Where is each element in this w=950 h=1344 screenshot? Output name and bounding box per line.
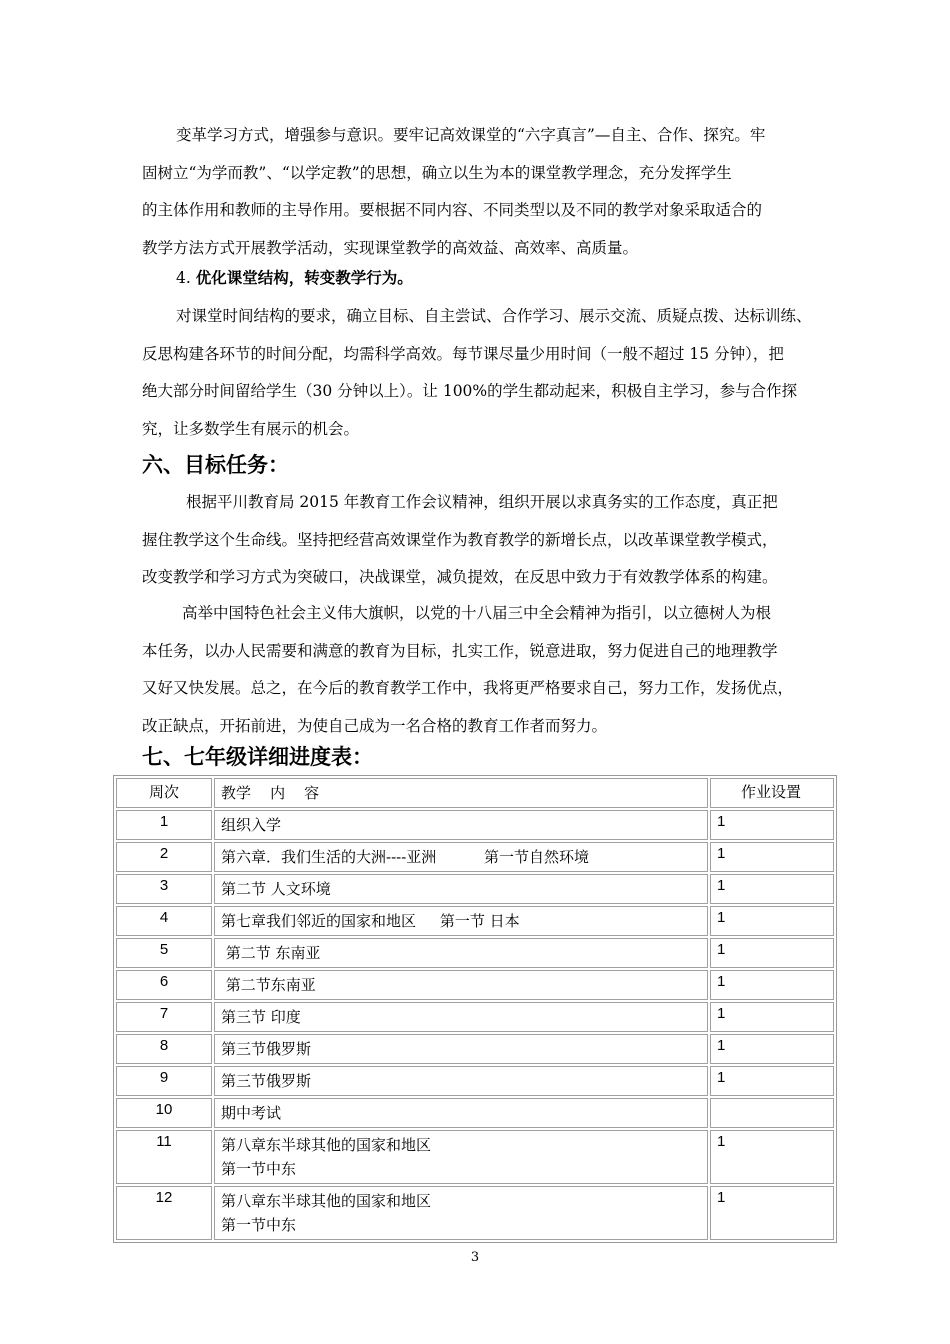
page-number: 3 [470,1250,480,1265]
paragraph-learning-methods: 变革学习方式，增强参与意识。要牢记高效课堂的“六字真言”—自主、合作、探究。牢 固树立“为学而教”、“以学定教”的思想，确立以生为本的课堂教学理念，充分发挥学生 的主体作用和教师的主导作用。要根据不同内容、不同类型以及不同的教学对象采取适合的 教学方法方式开展教学活动，实现课堂教学的高效益、高效率、高质量。 [142,126,766,257]
week-cell: 8 [116,1034,212,1064]
homework-cell: 1 [710,1066,834,1096]
content-line: 第八章东半球其他的国家和地区 [221,1192,432,1210]
header-content: 教学 内 容 [214,778,708,808]
week-cell: 6 [116,970,212,1000]
content-line: 第一节中东 [221,1160,297,1178]
content-line: 第二节东南亚 [221,976,316,994]
content-line: 第三节 印度 [221,1008,301,1026]
table-row [116,906,834,936]
content-cell [214,1034,708,1064]
content-line: 第二节 东南亚 [221,944,321,962]
homework-cell: 1 [710,842,834,872]
header-homework: 作业设置 [710,778,834,808]
content-cell [214,810,708,840]
table-row [116,1130,834,1184]
homework-cell: 1 [710,1002,834,1032]
heading-section7: 七、七年级详细进度表： [142,745,373,769]
content-cell [214,874,708,904]
heading-section6: 六、目标任务： [142,453,289,477]
week-cell: 4 [116,906,212,936]
homework-cell: 1 [710,1034,834,1064]
homework-cell: 1 [710,1186,834,1240]
content-line: 第六章．我们生活的大洲----亚洲 第一节自然环境 [221,848,589,866]
content-line: 第三节俄罗斯 [221,1040,312,1058]
table-row [116,810,834,840]
content-cell [214,1002,708,1032]
week-cell: 10 [116,1098,212,1128]
week-cell: 9 [116,1066,212,1096]
content-line: 第二节 人文环境 [221,880,331,898]
table-row [116,1066,834,1096]
table-row [116,1034,834,1064]
table-row [116,970,834,1000]
content-cell [214,970,708,1000]
content-cell [214,1098,708,1128]
content-cell [214,842,708,872]
content-cell [214,1066,708,1096]
table-row [116,1186,834,1240]
subheading-item4 [176,266,413,288]
header-week: 周次 [116,778,212,808]
homework-cell: 1 [710,938,834,968]
item4-number: 4. [176,269,191,287]
table-row [116,842,834,872]
content-cell [214,1130,708,1184]
week-cell: 5 [116,938,212,968]
week-cell: 7 [116,1002,212,1032]
table-row [116,938,834,968]
content-line: 组织入学 [221,816,282,834]
table-row [116,1002,834,1032]
homework-cell: 1 [710,810,834,840]
paragraph-goals-2: 高举中国特色社会主义伟大旗帜，以党的十八届三中全会精神为指引，以立德树人为根 本任务，以办人民需要和满意的教育为目标，扎实工作，锐意进取，努力促进自己的地理教学 又好又快发展。总之，在今后的教育教学工作中，我将更严格要求自己，努力工作，发扬优点， 改正缺点，开拓前进，为使自己成为一名合格的教育工作者而努力。 [142,604,794,735]
content-line: 第八章东半球其他的国家和地区 [221,1136,432,1154]
table-row [116,1098,834,1128]
table-row [116,874,834,904]
week-cell: 2 [116,842,212,872]
homework-cell: 1 [710,1130,834,1184]
content-cell [214,1186,708,1240]
homework-cell [710,1098,834,1128]
homework-cell: 1 [710,906,834,936]
week-cell: 12 [116,1186,212,1240]
content-line: 第一节中东 [221,1216,297,1234]
week-cell: 11 [116,1130,212,1184]
content-cell [214,938,708,968]
week-cell: 1 [116,810,212,840]
content-line: 第七章我们邻近的国家和地区 第一节 日本 [221,912,520,930]
table-header-row [116,778,834,808]
content-cell [214,906,708,936]
content-line: 期中考试 [221,1104,282,1122]
paragraph-class-structure: 对课堂时间结构的要求，确立目标、自主尝试、合作学习、展示交流、质疑点拨、达标训练、 反思构建各环节的时间分配，均需科学高效。每节课尽量少用时间（一般不超过 15 分钟），把 绝大部分时间留给学生（30 分钟以上）。让 100%的学生都动起来，积极自主学习，参与合作探 究，让多数学生有展示的机会。 [142,307,812,438]
item4-title: 优化课堂结构，转变教学行为。 [195,269,413,287]
week-cell: 3 [116,874,212,904]
homework-cell: 1 [710,874,834,904]
homework-cell: 1 [710,970,834,1000]
paragraph-goals-1: 根据平川教育局 2015 年教育工作会议精神，组织开展以求真务实的工作态度，真正把 握住教学这个生命线。坚持把经营高效课堂作为教育教学的新增长点，以改革课堂教学模式， 改变教学和学习方式为突破口，决战课堂，减负提效，在反思中致力于有效教学体系的构建。 [142,493,778,587]
content-line: 第三节俄罗斯 [221,1072,312,1090]
schedule-table [113,775,837,1243]
